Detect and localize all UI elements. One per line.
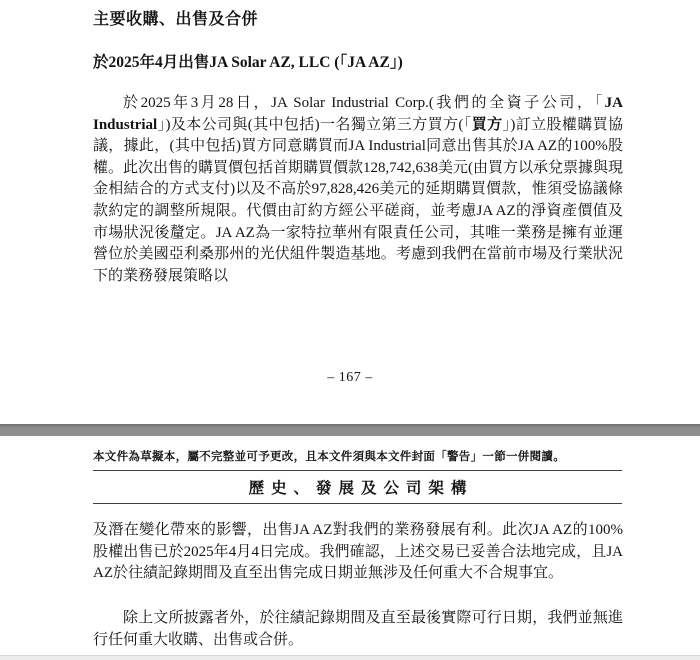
body-text: 」)訂立股權購買協議，據此，(其中包括)買方同意購買而JA Industrial同意出售其於JA AZ的100%股權。此次出售的購買價包括首期購買價款128,742,638美元(由買方以承兌票據與現金相結合的方式支付)以及不高於97,828,426美元的延期購買價款，惟須受協議條款約定的調整所規限。代價由訂約方經公平磋商，並考慮JA AZ的淨資產價值及市場狀況後釐定。JA AZ為一家特拉華州有限責任公司，其唯一業務是擁有並運營位於美國亞利桑那州的光伏組件製造基地。考慮到我們在當前市場及行業狀況下的業務發展策略以: [93, 116, 623, 284]
page2-bottom-edge: [0, 655, 700, 660]
page2-paragraph-2: 除上文所披露者外，於往績記錄期間及直至最後實際可行日期，我們並無進行任何重大收購、出售或合併。: [93, 610, 623, 648]
page-number: – 167 –: [327, 370, 373, 385]
body-text: 於2025年3月28日，JA Solar Industrial Corp.(我們的全資子公司，「: [123, 95, 605, 111]
page1-section-heading: 主要收購、出售及合併: [93, 11, 259, 28]
page2-paragraph-1: 及潛在變化帶來的影響，出售JA AZ對我們的業務發展有利。此次JA AZ的100%股權出售已於2025年4月4日完成。我們確認，上述交易已妥善合法地完成，且JA AZ於往績記錄期間及直至出售完成日期並無涉及任何重大不合規事宜。: [93, 522, 623, 582]
page-divider-bar: [0, 424, 700, 436]
page1-subsection-heading: 於2025年4月出售JA Solar AZ, LLC (「JA AZ」): [93, 54, 403, 71]
page2-section-banner: [93, 470, 622, 504]
defined-term-bold: JA Industrial: [93, 95, 623, 133]
body-text: 」)及本公司與(其中包括)一名獨立第三方買方(「: [157, 116, 472, 133]
defined-term-bold: 買方: [471, 116, 503, 133]
page1-body-paragraph: [93, 93, 623, 287]
page2-section-banner-title: 歷史、發展及公司架構: [248, 480, 474, 497]
page2-draft-disclaimer: 本文件為草擬本，屬不完整並可予更改，且本文件須與本文件封面「警告」一節一併閱讀。: [93, 451, 565, 463]
